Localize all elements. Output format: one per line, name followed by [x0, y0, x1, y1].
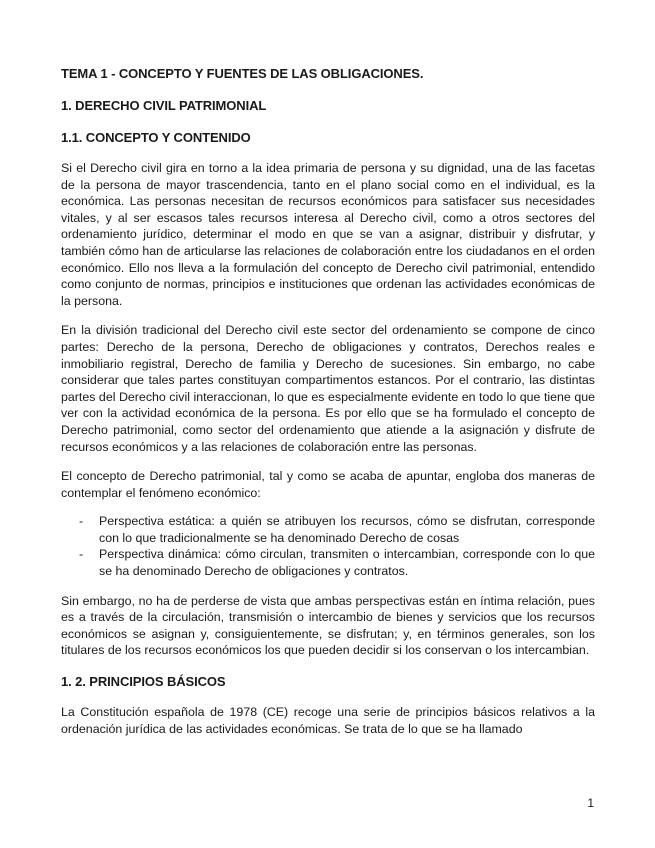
paragraph-4: Sin embargo, no ha de perderse de vista que ambas perspectivas están en íntima relación, pues es a través de la circulación, transmisión o intercambio de bienes y servicios que los recursos económicos se asignan y, consiguientemente, se disfrutan; y, en términos generales, son los titulares de los recursos económicos los que pueden decidir si los conservan o los intercambian.	[61, 593, 595, 658]
document-title: TEMA 1 - CONCEPTO Y FUENTES DE LAS OBLIGACIONES.	[61, 66, 424, 81]
paragraph-2: En la división tradicional del Derecho civil este sector del ordenamiento se compone de cinco partes: Derecho de la persona, Derecho de obligaciones y contratos, Derechos reales e inmobiliario registral, Derecho de familia y Derecho de sucesiones. Sin embargo, no cabe considerar que tales partes constituyan compartimentos estancos. Por el contrario, las distintas partes del Derecho civil interaccionan, lo que es especialmente evidente en todo lo que tiene que ver con la actividad económica de la persona. Es por ello que se ha formulado el concepto de Derecho patrimonial, como sector del ordenamiento que atiende a la asignación y disfrute de recursos económicos y a las relaciones de colaboración entre las personas.	[61, 323, 595, 454]
list-item	[61, 546, 595, 579]
section-heading-1-2: 1. 2. PRINCIPIOS BÁSICOS	[61, 674, 226, 690]
paragraph-1: Si el Derecho civil gira en torno a la idea primaria de persona y su dignidad, una de las facetas de la persona de mayor trascendencia, tanto en el plano social como en el individual, es la económica. Las personas necesitan de recursos económicos para satisfacer sus necesidades vitales, y al ser escasos tales recursos interesa al Derecho civil, como a otros sectores del ordenamiento jurídico, determinar el modo en que se van a asignar, distribuir y disfrutar, y también cómo han de articularse las relaciones de colaboración entre los ciudadanos en el orden económico. Ello nos lleva a la formulación del concepto de Derecho civil patrimonial, entendido como conjunto de normas, principios e instituciones que ordenan las actividades económicas de la persona.	[61, 161, 595, 308]
list-dash: -	[79, 514, 84, 529]
list-item-text: Perspectiva estática: a quién se atribuyen los recursos, cómo se disfrutan, corresponde con lo que tradicionalmente se ha denominado Derecho de cosas	[99, 514, 595, 545]
page-number: 1	[587, 796, 594, 810]
paragraph-3: El concepto de Derecho patrimonial, tal y como se acaba de apuntar, engloba dos maneras de contemplar el fenómeno económico:	[61, 469, 595, 500]
list-item	[61, 513, 595, 546]
section-heading-1-1: 1.1. CONCEPTO Y CONTENIDO	[61, 130, 251, 145]
perspectives-list	[61, 513, 595, 579]
list-item-text: Perspectiva dinámica: cómo circulan, transmiten o intercambian, corresponde con lo que se ha denominado Derecho de obligaciones y contratos.	[99, 547, 595, 579]
list-dash: -	[79, 547, 84, 562]
paragraph-5: La Constitución española de 1978 (CE) recoge una serie de principios básicos relativos a la ordenación jurídica de las actividades económicas. Se trata de lo que se ha llamado	[61, 705, 595, 736]
section-heading-1: 1. DERECHO CIVIL PATRIMONIAL	[61, 98, 267, 113]
document-body	[61, 62, 595, 737]
